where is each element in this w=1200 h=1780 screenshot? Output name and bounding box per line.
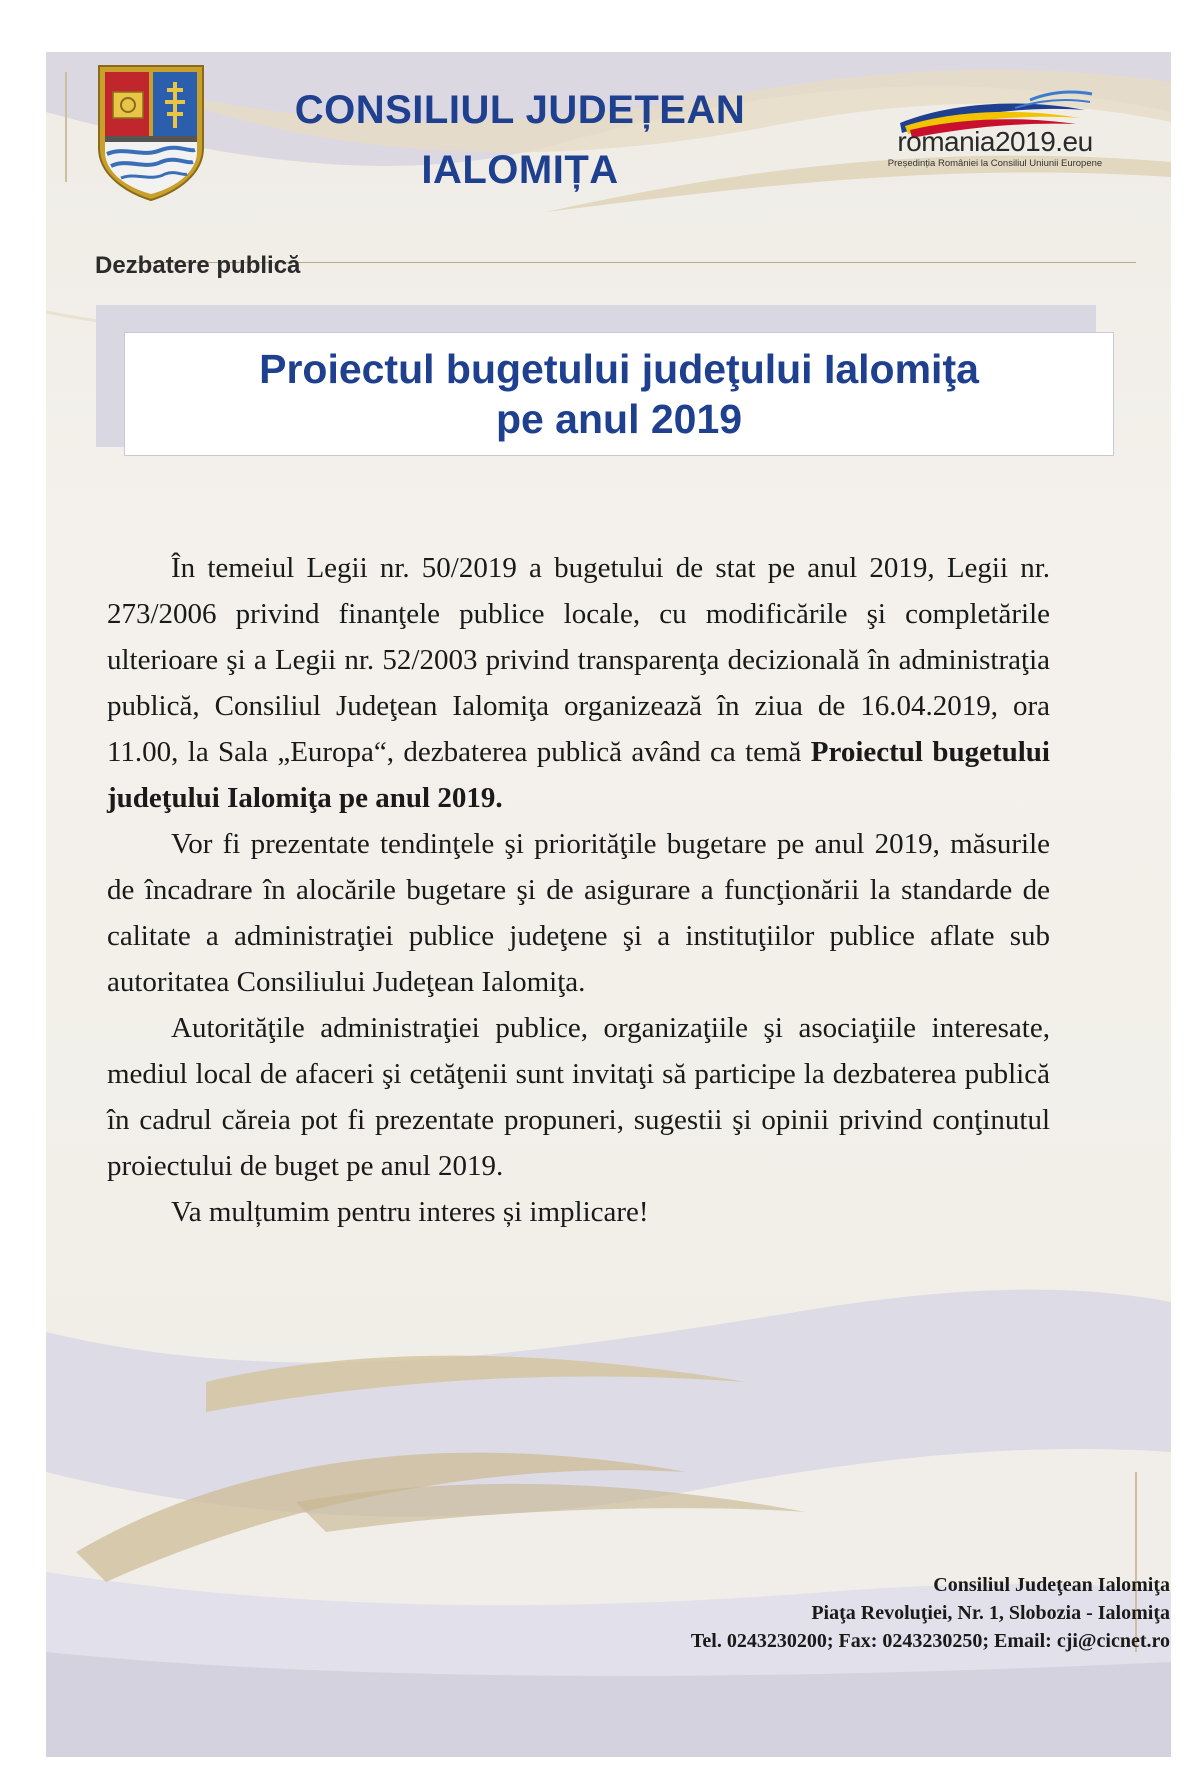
paragraph-3: Autorităţile administraţiei publice, organizaţiile şi asociaţiile interesate, mediul local de afaceri şi cetăţenii sunt invitaţi să participe la dezbaterea publică în cadrul căreia pot fi prezentate propuneri, sugestii şi opinii privind conţinutul proiectului de buget pe anul 2019.	[107, 1012, 1050, 1182]
document-title-line2: pe anul 2019	[495, 396, 743, 442]
county-coat-of-arms-icon	[95, 62, 207, 202]
footer-contacts: Tel. 0243230200; Fax: 0243230250; Email: cji@cicnet.ro	[690, 1630, 1170, 1652]
organization-title	[260, 80, 780, 200]
organization-title-line2: IALOMIȚA	[421, 148, 619, 192]
paragraph-1-bold: Proiectul bugetului judeţului Ialomiţa pe anul 2019.	[107, 736, 1050, 814]
paragraph-2: Vor fi prezentate tendinţele şi priorităţile bugetare pe anul 2019, măsurile de încadrare în alocările bugetare şi de asigurare a funcţionării la standarde de calitate a administraţiei publice judeţene şi a instituţiilor publice aflate sub autoritatea Consiliului Judeţean Ialomiţa.	[107, 828, 1050, 998]
document-title-line1: Proiectul bugetului judeţului Ialomiţa	[259, 346, 979, 392]
partner-brand-subtitle: Președinția României la Consiliul Uniunii Europene	[887, 158, 1103, 169]
footer-address: Piaţa Revoluţiei, Nr. 1, Slobozia - Ialomiţa	[811, 1602, 1170, 1624]
section-label: Dezbatere publică	[95, 252, 301, 279]
paragraph-1	[107, 545, 1050, 821]
announcement-body	[107, 545, 1050, 1235]
paragraph-1-text: În temeiul Legii nr. 50/2019 a bugetului de stat pe anul 2019, Legii nr. 273/2006 privind finanţele publice locale, cu modificările şi completările ulterioare şi a Legii nr. 52/2003 privind transparenţa decizională în administraţia publică, Consiliul Judeţean Ialomiţa organizează în ziua de 16.04.2019, ora 11.00, la Sala „Europa“, dezbaterea publică având ca temă	[107, 552, 1050, 768]
paragraph-4: Va mulțumim pentru interes și implicare!	[171, 1196, 649, 1228]
partner-brand-text: romania2019.eu	[897, 126, 1093, 157]
document-title-box	[124, 332, 1114, 456]
organization-title-line1: CONSILIUL JUDEȚEAN	[294, 88, 746, 132]
footer-org-name: Consiliul Judeţean Ialomiţa	[933, 1574, 1170, 1596]
contact-footer	[370, 1571, 1170, 1655]
